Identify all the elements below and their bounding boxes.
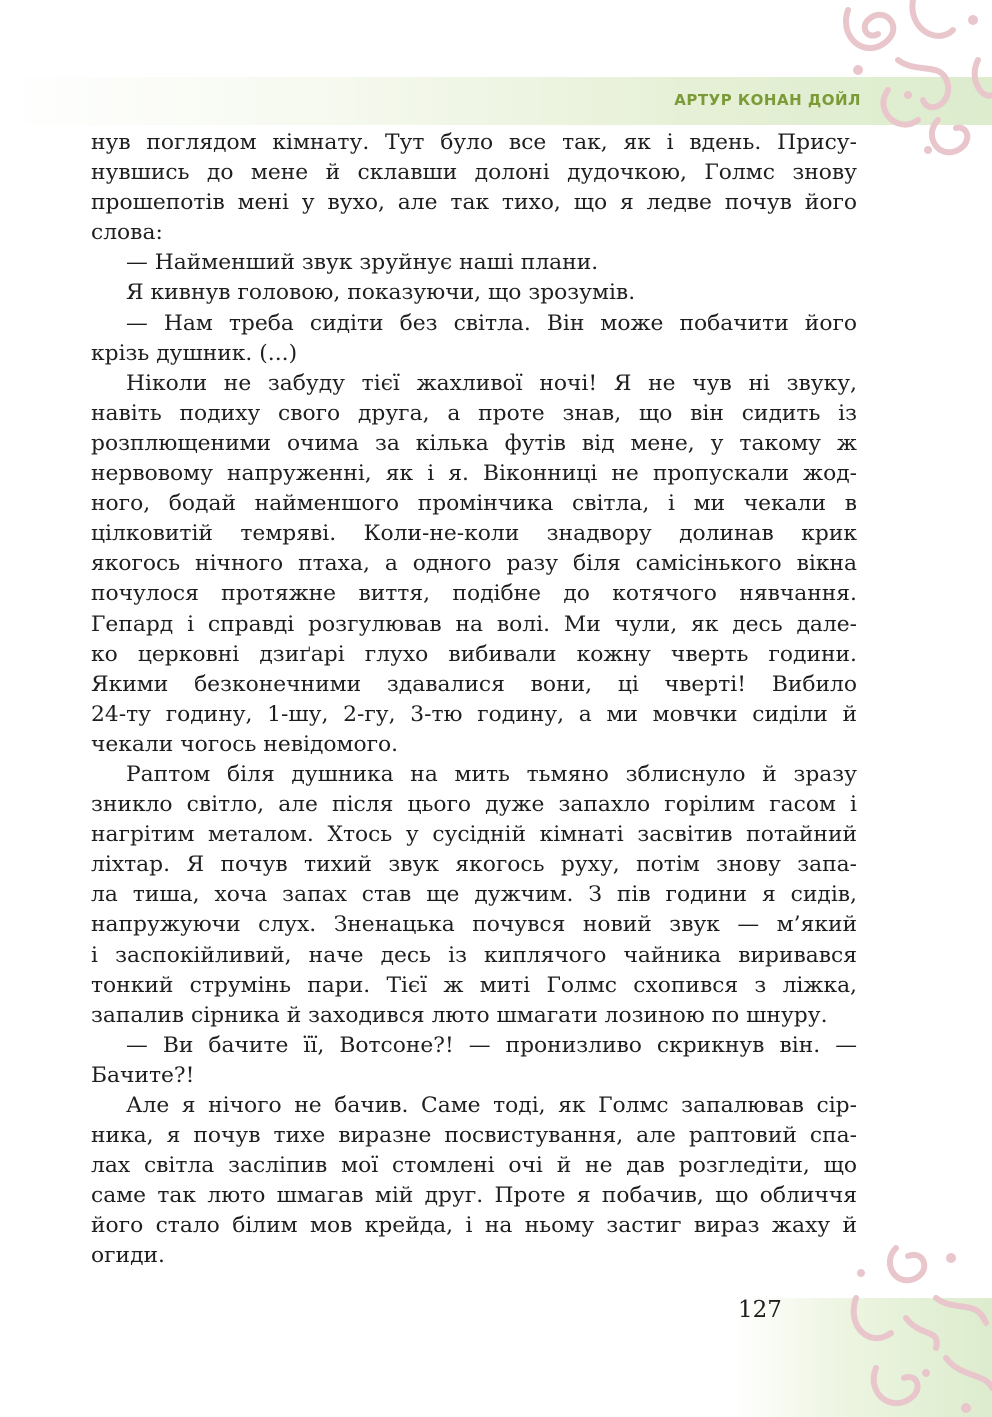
text-line: 24-ту годину, 1-шу, 2-гу, 3-тю годину, а ми мовчки сиділи й <box>91 701 857 727</box>
text-line: Гепард і справді розгулював на волі. Ми чули, як десь дале- <box>91 611 857 637</box>
text-line: навіть подиху свого друга, а проте знав, що він сидить із <box>91 400 857 426</box>
text-line: зникло світло, але після цього дуже запахло горілим гасом і <box>91 792 857 818</box>
text-line: його стало білим мов крейда, і на ньому застиг вираз жаху й <box>91 1213 857 1239</box>
text-line: Ніколи не забуду тієї жахливої ночі! Я не чув ні звуку, <box>126 370 857 396</box>
text-line: — Ви бачите її, Вотсоне?! — пронизливо скрикнув він. — <box>126 1032 857 1058</box>
text-line: саме так люто шмагав мій друг. Проте я побачив, що обличчя <box>91 1183 857 1209</box>
text-line: ника, я почув тихе виразне посвистування, але раптовий спа- <box>91 1123 857 1149</box>
text-line: запалив сірника й заходився люто шмагати лозиною по шнуру. <box>91 1002 828 1028</box>
text-line: Якими безконечними здавалися вони, ці чверті! Вибило <box>91 671 857 697</box>
page-number: 127 <box>738 1297 782 1323</box>
text-line: напружуючи слух. Зненацька почувся новий звук — м’який <box>91 912 857 938</box>
paragraph <box>91 128 857 248</box>
text-line: ліхтар. Я почув тихий звук якогось руху, потім знову запа- <box>91 852 857 878</box>
text-line: нервовому напруженні, як і я. Віконниці не пропускали жод- <box>91 461 857 487</box>
text-line: нувшись до мене й склавши долоні дудочкою, Голмс знову <box>91 160 857 186</box>
swirl-ornament-icon <box>836 1228 992 1417</box>
text-line: почулося протяжне виття, подібне до котячого нявчання. <box>91 581 857 607</box>
body-text <box>91 128 857 1272</box>
paragraph <box>91 1091 857 1272</box>
paragraph <box>91 369 857 760</box>
text-line: нув поглядом кімнату. Тут було все так, як і вдень. Прису- <box>91 130 857 155</box>
text-line: — Нам треба сидіти без світла. Він може побачити його <box>126 310 857 336</box>
paragraph <box>91 248 857 278</box>
paragraph <box>91 278 857 308</box>
text-line: і заспокійливий, наче десь із киплячого чайника виривався <box>91 942 857 968</box>
text-line: прошепотів мені у вухо, але так тихо, що я ледве почув його <box>91 190 857 216</box>
paragraph <box>91 1031 857 1091</box>
text-line: — Найменший звук зруйнує наші плани. <box>126 250 599 276</box>
text-line: якогось нічного птаха, а одного разу біля самісінького вікна <box>91 551 857 577</box>
paragraph <box>91 309 857 369</box>
text-line: ко церковні дзиґарі глухо вибивали кожну чверть години. <box>91 641 857 667</box>
text-line: крізь душник. (...) <box>91 340 298 366</box>
text-line: цілковитій темряві. Коли-не-коли знадвору долинав крик <box>91 521 857 547</box>
text-line: тонкий струмінь пари. Тієї ж миті Голмс схопився з ліжка, <box>91 972 857 998</box>
text-line: Але я нічого не бачив. Саме тоді, як Голмс запалював сір- <box>126 1093 857 1118</box>
text-line: Бачите?! <box>91 1062 195 1088</box>
text-line: ла тиша, хоча запах став ще дужчим. З пів години я сидів, <box>91 882 857 908</box>
paragraph <box>91 760 857 1031</box>
running-header-author: АРТУР КОНАН ДОЙЛ <box>674 91 861 109</box>
text-line: розплющеними очима за кілька футів від мене, у такому ж <box>91 430 857 456</box>
text-line: Раптом біля душника на мить тьмяно зблиснуло й зразу <box>126 761 857 787</box>
text-line: лах світла засліпив мої стомлені очі й не дав розгледіти, що <box>91 1153 857 1179</box>
text-line: слова: <box>91 220 163 246</box>
text-line: нагрітим металом. Хтось у сусідній кімнаті засвітив потайний <box>91 822 857 848</box>
text-line: огиди. <box>91 1243 165 1269</box>
text-line: чекали чогось невідомого. <box>91 731 399 757</box>
text-line: ного, бодай найменшого промінчика світла, і ми чекали в <box>91 491 857 517</box>
text-line: Я кивнув головою, показуючи, що зрозумів. <box>126 280 636 306</box>
